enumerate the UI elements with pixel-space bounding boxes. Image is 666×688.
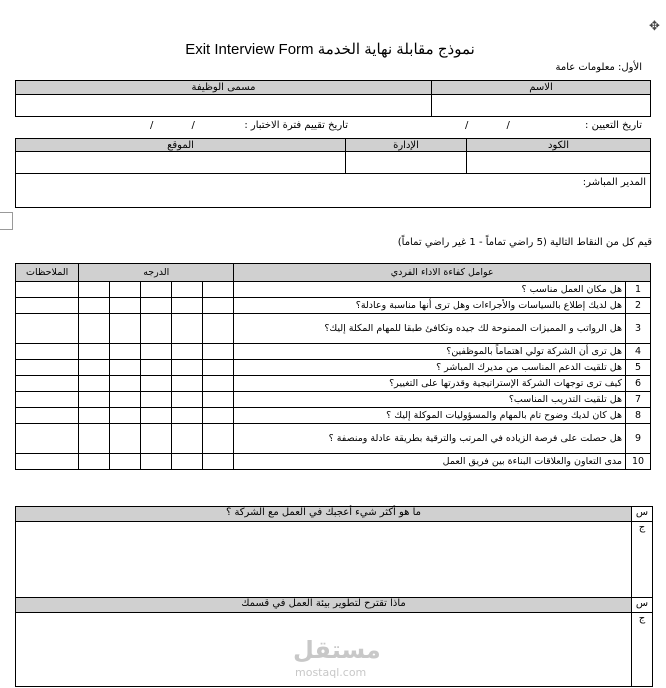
row-question: هل كان لديك وضوح تام بالمهام والمسؤوليات الموكلة إليك ؟ xyxy=(234,408,626,424)
grade-cell[interactable] xyxy=(79,424,110,454)
location-field[interactable] xyxy=(16,152,346,174)
manager-label: المدير المباشر: xyxy=(582,177,646,188)
grade-cell[interactable] xyxy=(172,344,203,360)
grade-cell[interactable] xyxy=(172,392,203,408)
grade-cell[interactable] xyxy=(203,376,234,392)
row-number: 2 xyxy=(626,298,651,314)
grade-cell[interactable] xyxy=(141,454,172,470)
grade-cell[interactable] xyxy=(79,376,110,392)
question-1-text: ما هو أكثر شيء أعجبك في العمل مع الشركة ؟ xyxy=(16,507,631,521)
grade-cell[interactable] xyxy=(172,298,203,314)
table-row xyxy=(16,454,651,470)
table-row xyxy=(16,360,651,376)
row-number: 8 xyxy=(626,408,651,424)
grade-cell[interactable] xyxy=(203,408,234,424)
answer-1-field[interactable] xyxy=(16,522,631,597)
row-question: هل تلقيت التدريب المناسب؟ xyxy=(234,392,626,408)
hire-date-label: تاريخ التعيين : xyxy=(585,120,642,131)
grade-cell[interactable] xyxy=(141,392,172,408)
grade-cell[interactable] xyxy=(203,344,234,360)
title-english: Exit Interview Form xyxy=(185,41,314,58)
watermark-logo-latin: mostaql.com xyxy=(295,666,367,679)
grade-cell[interactable] xyxy=(203,282,234,298)
probation-date-label: تاريخ تقييم فترة الاختبار : xyxy=(244,120,348,131)
title-arabic: نموذج مقابلة نهاية الخدمة xyxy=(317,41,475,58)
grade-cell[interactable] xyxy=(141,424,172,454)
grade-cell[interactable] xyxy=(79,298,110,314)
question-1-s: س xyxy=(631,507,652,521)
table-row xyxy=(16,424,651,454)
row-question: هل الرواتب و المميزات الممنوحة لك جيده وتكافئ طبقا للمهام المكلة إليك؟ xyxy=(234,314,626,344)
grade-cell[interactable] xyxy=(203,314,234,344)
grade-cell[interactable] xyxy=(110,360,141,376)
notes-cell[interactable] xyxy=(16,408,79,424)
grade-cell[interactable] xyxy=(141,360,172,376)
grade-cell[interactable] xyxy=(79,360,110,376)
probation-date-field[interactable]: / / xyxy=(150,120,195,131)
row-number: 10 xyxy=(626,454,651,470)
department-field[interactable] xyxy=(346,152,467,174)
grade-cell[interactable] xyxy=(172,360,203,376)
grade-cell[interactable] xyxy=(203,298,234,314)
table-row xyxy=(16,408,651,424)
notes-cell[interactable] xyxy=(16,360,79,376)
notes-cell[interactable] xyxy=(16,454,79,470)
question-2-s: س xyxy=(631,598,652,612)
row-number: 3 xyxy=(626,314,651,344)
rating-table xyxy=(15,263,651,470)
notes-cell[interactable] xyxy=(16,314,79,344)
row-number: 4 xyxy=(626,344,651,360)
code-field[interactable] xyxy=(467,152,651,174)
watermark-logo-arabic: مستقل xyxy=(293,636,381,664)
grade-cell[interactable] xyxy=(79,408,110,424)
rating-instruction: قيم كل من النقاط التالية (5 راضي تماماً - 1 غير راضي تماماً) xyxy=(397,237,652,248)
table-row xyxy=(16,298,651,314)
row-question: مدى التعاون والعلاقات البناءة بين فريق العمل xyxy=(234,454,626,470)
grade-cell[interactable] xyxy=(79,314,110,344)
row-number: 5 xyxy=(626,360,651,376)
department-label: الإدارة xyxy=(346,139,467,152)
grade-cell[interactable] xyxy=(141,298,172,314)
grade-cell[interactable] xyxy=(141,314,172,344)
row-number: 9 xyxy=(626,424,651,454)
grade-cell[interactable] xyxy=(172,454,203,470)
notes-cell[interactable] xyxy=(16,376,79,392)
grade-cell[interactable] xyxy=(203,454,234,470)
grade-cell[interactable] xyxy=(172,282,203,298)
job-title-field[interactable] xyxy=(16,95,432,117)
grade-cell[interactable] xyxy=(141,344,172,360)
general-info-table-2 xyxy=(15,138,651,208)
notes-cell[interactable] xyxy=(16,424,79,454)
row-question: كيف ترى توجهات الشركة الإستراتيجية وقدرتها على التغيير؟ xyxy=(234,376,626,392)
location-label: الموقع xyxy=(16,139,346,152)
grade-cell[interactable] xyxy=(141,408,172,424)
row-question: هل ترى أن الشركة تولي اهتماماً بالموظفين؟ xyxy=(234,344,626,360)
grade-cell[interactable] xyxy=(110,376,141,392)
grade-cell[interactable] xyxy=(79,344,110,360)
grade-cell[interactable] xyxy=(172,424,203,454)
table-row xyxy=(16,376,651,392)
code-label: الكود xyxy=(467,139,651,152)
hire-date-field[interactable]: / / xyxy=(465,120,510,131)
grade-cell[interactable] xyxy=(203,424,234,454)
notes-cell[interactable] xyxy=(16,392,79,408)
col-grade-header: الدرجه xyxy=(79,264,234,282)
grade-cell[interactable] xyxy=(79,282,110,298)
table-row xyxy=(16,314,651,344)
manager-field[interactable] xyxy=(16,174,651,208)
answer-1-j: ج xyxy=(631,522,652,597)
page-title xyxy=(150,40,510,58)
grade-cell[interactable] xyxy=(110,344,141,360)
grade-cell[interactable] xyxy=(110,314,141,344)
grade-cell[interactable] xyxy=(203,392,234,408)
table-row xyxy=(16,282,651,298)
grade-cell[interactable] xyxy=(110,424,141,454)
grade-cell[interactable] xyxy=(141,282,172,298)
table-row xyxy=(16,344,651,360)
name-label: الاسم xyxy=(432,81,651,95)
grade-cell[interactable] xyxy=(172,376,203,392)
section-general-label: الأول: معلومات عامة xyxy=(555,62,642,73)
grade-cell[interactable] xyxy=(79,392,110,408)
grade-cell[interactable] xyxy=(203,360,234,376)
grade-cell[interactable] xyxy=(79,454,110,470)
grade-cell[interactable] xyxy=(172,408,203,424)
name-field[interactable] xyxy=(432,95,651,117)
table-row xyxy=(16,392,651,408)
row-question: هل لديك إطلاع بالسياسات والأجراءات وهل ترى أنها مناسبة وعادلة؟ xyxy=(234,298,626,314)
grade-cell[interactable] xyxy=(110,298,141,314)
notes-cell[interactable] xyxy=(16,282,79,298)
question-2-text: ماذا تقترح لتطوير بيئة العمل في قسمك xyxy=(16,598,631,612)
grade-cell[interactable] xyxy=(110,408,141,424)
job-title-label: مسمى الوظيفة xyxy=(16,81,432,95)
col-factors-header: عوامل كفاءة الاداء الفردي xyxy=(234,264,651,282)
grade-cell[interactable] xyxy=(110,454,141,470)
general-info-table-1 xyxy=(15,80,651,117)
row-number: 1 xyxy=(626,282,651,298)
grade-cell[interactable] xyxy=(110,392,141,408)
row-question: هل حصلت على فرصة الزياده في المرتب والترقية بطريقة عادلة ومنصفة ؟ xyxy=(234,424,626,454)
move-handle-icon[interactable]: ✥ xyxy=(649,19,660,34)
question-block-1 xyxy=(15,506,653,598)
answer-2-j: ج xyxy=(631,613,652,686)
grade-cell[interactable] xyxy=(110,282,141,298)
col-notes-header: الملاحظات xyxy=(16,264,79,282)
grade-cell[interactable] xyxy=(172,314,203,344)
row-question: هل مكان العمل مناسب ؟ xyxy=(234,282,626,298)
row-number: 6 xyxy=(626,376,651,392)
row-number: 7 xyxy=(626,392,651,408)
row-question: هل تلقيت الدعم المناسب من مديرك المباشر ؟ xyxy=(234,360,626,376)
notes-cell[interactable] xyxy=(16,344,79,360)
notes-cell[interactable] xyxy=(16,298,79,314)
grade-cell[interactable] xyxy=(141,376,172,392)
page-corner-marker xyxy=(0,212,13,230)
